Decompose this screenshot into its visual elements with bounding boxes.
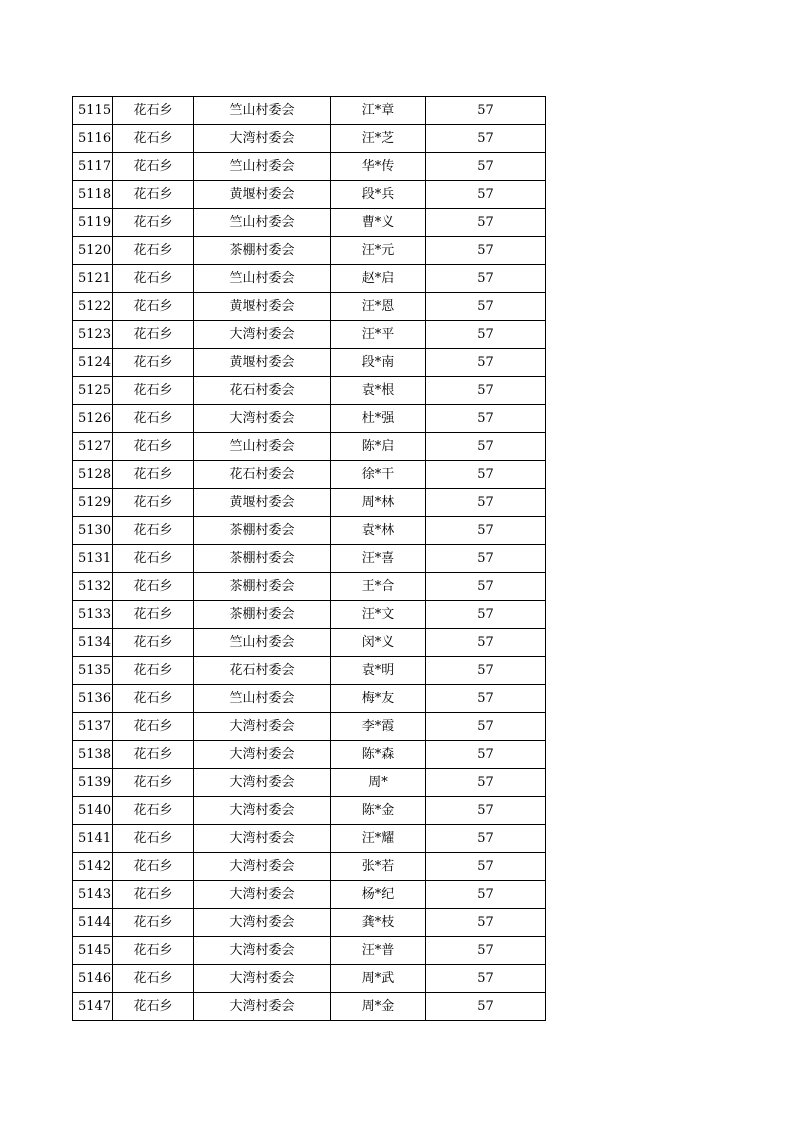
cell-value: 57 [426,125,546,153]
cell-township: 花石乡 [113,489,194,517]
cell-village-committee: 大湾村委会 [194,741,331,769]
cell-serial-number: 5122 [73,293,113,321]
table-row [73,349,546,377]
cell-village-committee: 大湾村委会 [194,321,331,349]
cell-person-name: 汪*芝 [331,125,426,153]
cell-village-committee: 大湾村委会 [194,797,331,825]
cell-serial-number: 5136 [73,685,113,713]
cell-village-committee: 大湾村委会 [194,993,331,1021]
cell-village-committee: 茶棚村委会 [194,237,331,265]
cell-serial-number: 5130 [73,517,113,545]
cell-serial-number: 5115 [73,97,113,125]
cell-village-committee: 花石村委会 [194,657,331,685]
cell-value: 57 [426,461,546,489]
cell-township: 花石乡 [113,685,194,713]
cell-township: 花石乡 [113,125,194,153]
cell-value: 57 [426,517,546,545]
cell-person-name: 张*若 [331,853,426,881]
cell-township: 花石乡 [113,517,194,545]
cell-serial-number: 5128 [73,461,113,489]
cell-village-committee: 黄堰村委会 [194,181,331,209]
cell-person-name: 陈*金 [331,797,426,825]
cell-serial-number: 5120 [73,237,113,265]
cell-township: 花石乡 [113,349,194,377]
cell-village-committee: 大湾村委会 [194,909,331,937]
cell-serial-number: 5143 [73,881,113,909]
table-row [73,377,546,405]
cell-value: 57 [426,97,546,125]
cell-value: 57 [426,909,546,937]
cell-value: 57 [426,685,546,713]
cell-person-name: 汪*喜 [331,545,426,573]
cell-value: 57 [426,629,546,657]
cell-person-name: 王*合 [331,573,426,601]
table-row [73,517,546,545]
cell-township: 花石乡 [113,293,194,321]
cell-village-committee: 竺山村委会 [194,685,331,713]
cell-person-name: 赵*启 [331,265,426,293]
cell-village-committee: 竺山村委会 [194,97,331,125]
cell-village-committee: 大湾村委会 [194,125,331,153]
cell-township: 花石乡 [113,433,194,461]
cell-person-name: 李*霞 [331,713,426,741]
cell-village-committee: 花石村委会 [194,377,331,405]
cell-person-name: 汪*普 [331,937,426,965]
cell-serial-number: 5142 [73,853,113,881]
cell-township: 花石乡 [113,629,194,657]
cell-township: 花石乡 [113,405,194,433]
table-row [73,405,546,433]
cell-township: 花石乡 [113,153,194,181]
cell-value: 57 [426,993,546,1021]
table-row [73,825,546,853]
cell-township: 花石乡 [113,797,194,825]
cell-township: 花石乡 [113,321,194,349]
cell-value: 57 [426,405,546,433]
cell-person-name: 梅*友 [331,685,426,713]
cell-person-name: 袁*根 [331,377,426,405]
cell-township: 花石乡 [113,461,194,489]
cell-person-name: 陈*启 [331,433,426,461]
table-row [73,685,546,713]
table-row [73,853,546,881]
cell-township: 花石乡 [113,97,194,125]
table-row [73,909,546,937]
cell-village-committee: 茶棚村委会 [194,573,331,601]
cell-village-committee: 大湾村委会 [194,769,331,797]
cell-township: 花石乡 [113,601,194,629]
cell-serial-number: 5133 [73,601,113,629]
cell-person-name: 周*林 [331,489,426,517]
cell-value: 57 [426,293,546,321]
cell-value: 57 [426,853,546,881]
table-row [73,545,546,573]
cell-person-name: 汪*耀 [331,825,426,853]
table-row [73,153,546,181]
cell-village-committee: 竺山村委会 [194,153,331,181]
table-row [73,573,546,601]
cell-serial-number: 5129 [73,489,113,517]
cell-serial-number: 5119 [73,209,113,237]
cell-person-name: 华*传 [331,153,426,181]
cell-serial-number: 5124 [73,349,113,377]
cell-serial-number: 5126 [73,405,113,433]
cell-value: 57 [426,545,546,573]
cell-value: 57 [426,881,546,909]
cell-serial-number: 5127 [73,433,113,461]
cell-village-committee: 竺山村委会 [194,629,331,657]
cell-serial-number: 5134 [73,629,113,657]
cell-serial-number: 5139 [73,769,113,797]
cell-village-committee: 大湾村委会 [194,965,331,993]
cell-village-committee: 大湾村委会 [194,881,331,909]
cell-village-committee: 大湾村委会 [194,825,331,853]
cell-serial-number: 5121 [73,265,113,293]
cell-person-name: 汪*恩 [331,293,426,321]
cell-value: 57 [426,769,546,797]
cell-person-name: 陈*森 [331,741,426,769]
cell-person-name: 汪*平 [331,321,426,349]
table-row [73,433,546,461]
cell-value: 57 [426,321,546,349]
cell-serial-number: 5116 [73,125,113,153]
table-row [73,881,546,909]
cell-serial-number: 5144 [73,909,113,937]
cell-value: 57 [426,797,546,825]
table-row [73,461,546,489]
table-row [73,209,546,237]
cell-township: 花石乡 [113,881,194,909]
cell-value: 57 [426,937,546,965]
cell-village-committee: 竺山村委会 [194,433,331,461]
table-row [73,489,546,517]
cell-village-committee: 大湾村委会 [194,713,331,741]
cell-value: 57 [426,209,546,237]
table-row [73,321,546,349]
cell-person-name: 段*兵 [331,181,426,209]
cell-person-name: 袁*明 [331,657,426,685]
cell-township: 花石乡 [113,713,194,741]
table-row [73,265,546,293]
cell-village-committee: 黄堰村委会 [194,489,331,517]
table-row [73,937,546,965]
cell-value: 57 [426,433,546,461]
cell-person-name: 周* [331,769,426,797]
table-row [73,797,546,825]
cell-value: 57 [426,657,546,685]
table-row [73,993,546,1021]
cell-township: 花石乡 [113,377,194,405]
roster-table [72,96,546,1021]
cell-township: 花石乡 [113,993,194,1021]
cell-serial-number: 5140 [73,797,113,825]
cell-value: 57 [426,489,546,517]
cell-township: 花石乡 [113,937,194,965]
cell-township: 花石乡 [113,181,194,209]
table-row [73,629,546,657]
cell-village-committee: 黄堰村委会 [194,349,331,377]
table-row [73,657,546,685]
cell-township: 花石乡 [113,573,194,601]
cell-village-committee: 竺山村委会 [194,209,331,237]
cell-value: 57 [426,265,546,293]
cell-person-name: 杨*纪 [331,881,426,909]
cell-person-name: 周*金 [331,993,426,1021]
cell-serial-number: 5141 [73,825,113,853]
cell-person-name: 汪*文 [331,601,426,629]
table-row [73,713,546,741]
table-row [73,769,546,797]
cell-village-committee: 大湾村委会 [194,937,331,965]
cell-value: 57 [426,349,546,377]
cell-value: 57 [426,573,546,601]
cell-value: 57 [426,965,546,993]
cell-township: 花石乡 [113,741,194,769]
cell-person-name: 徐*干 [331,461,426,489]
cell-serial-number: 5145 [73,937,113,965]
cell-village-committee: 大湾村委会 [194,853,331,881]
cell-township: 花石乡 [113,965,194,993]
cell-person-name: 龚*枝 [331,909,426,937]
cell-value: 57 [426,741,546,769]
cell-serial-number: 5123 [73,321,113,349]
table-row [73,741,546,769]
cell-person-name: 杜*强 [331,405,426,433]
cell-township: 花石乡 [113,657,194,685]
cell-value: 57 [426,713,546,741]
cell-person-name: 闵*义 [331,629,426,657]
table-row [73,965,546,993]
cell-village-committee: 茶棚村委会 [194,601,331,629]
table-row [73,97,546,125]
table-row [73,237,546,265]
cell-value: 57 [426,601,546,629]
cell-serial-number: 5135 [73,657,113,685]
cell-serial-number: 5118 [73,181,113,209]
cell-serial-number: 5147 [73,993,113,1021]
cell-township: 花石乡 [113,769,194,797]
cell-value: 57 [426,825,546,853]
cell-value: 57 [426,181,546,209]
cell-township: 花石乡 [113,853,194,881]
cell-serial-number: 5125 [73,377,113,405]
cell-village-committee: 茶棚村委会 [194,517,331,545]
cell-serial-number: 5117 [73,153,113,181]
cell-value: 57 [426,153,546,181]
cell-township: 花石乡 [113,545,194,573]
roster-body [73,97,546,1021]
cell-serial-number: 5137 [73,713,113,741]
cell-person-name: 江*章 [331,97,426,125]
cell-person-name: 周*武 [331,965,426,993]
cell-value: 57 [426,237,546,265]
cell-village-committee: 茶棚村委会 [194,545,331,573]
cell-village-committee: 黄堰村委会 [194,293,331,321]
cell-serial-number: 5146 [73,965,113,993]
table-row [73,125,546,153]
cell-township: 花石乡 [113,825,194,853]
cell-serial-number: 5132 [73,573,113,601]
cell-person-name: 袁*林 [331,517,426,545]
cell-township: 花石乡 [113,209,194,237]
cell-serial-number: 5138 [73,741,113,769]
cell-township: 花石乡 [113,237,194,265]
cell-person-name: 曹*义 [331,209,426,237]
table-row [73,181,546,209]
table-row [73,293,546,321]
cell-serial-number: 5131 [73,545,113,573]
cell-village-committee: 花石村委会 [194,461,331,489]
table-row [73,601,546,629]
cell-value: 57 [426,377,546,405]
cell-village-committee: 竺山村委会 [194,265,331,293]
cell-township: 花石乡 [113,909,194,937]
cell-village-committee: 大湾村委会 [194,405,331,433]
cell-person-name: 汪*元 [331,237,426,265]
cell-township: 花石乡 [113,265,194,293]
cell-person-name: 段*南 [331,349,426,377]
